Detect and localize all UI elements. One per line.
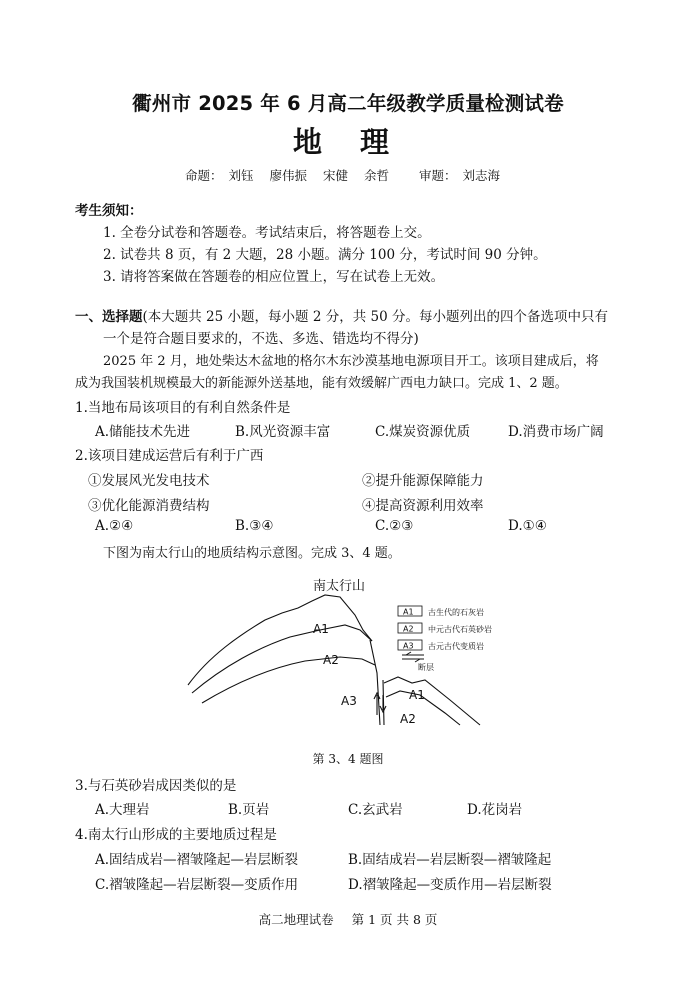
statement: ①发展风光发电技术: [88, 473, 210, 489]
option-a: A.储能技术先进: [95, 424, 191, 440]
figure-intro: 下图为南太行山的地质结构示意图。完成 3、4 题。: [103, 546, 401, 561]
option-c: C.煤炭资源优质: [375, 424, 471, 440]
label-a2-right: A2: [400, 712, 416, 726]
option-b: B.风光资源丰富: [235, 424, 331, 440]
exam-title: 衢州市 2025 年 6 月高二年级教学质量检测试卷: [132, 92, 564, 115]
legend: [398, 606, 492, 672]
figure-caption: 第 3、4 题图: [312, 752, 384, 766]
question-stem: 4.南太行山形成的主要地质过程是: [75, 827, 277, 843]
geologic-cross-section: [180, 575, 520, 750]
author-name: 宋健: [323, 168, 349, 183]
passage-line: 成为我国装机规模最大的新能源外送基地，能有效缓解广西电力缺口。完成 1、2 题。: [75, 376, 568, 391]
question-stem: 3.与石英砂岩成因类似的是: [75, 778, 237, 794]
footer-page: 第 1 页 共 8 页: [351, 912, 438, 927]
notice-item: 2. 试卷共 8 页，有 2 大题，28 小题。满分 100 分，考试时间 90 分钟。: [103, 247, 547, 263]
legend-text: 古生代的石灰岩: [428, 608, 484, 617]
option-c: C.褶皱隆起—岩层断裂—变质作用: [95, 877, 299, 893]
section-intro: [75, 305, 608, 325]
option-b: B.页岩: [228, 802, 270, 818]
notice-heading: 考生须知：: [75, 203, 143, 219]
question-stem: 2.该项目建成运营后有利于广西: [75, 448, 264, 464]
option-d: D.消费市场广阔: [508, 424, 604, 440]
option-b: B.固结成岩—岩层断裂—褶皱隆起: [348, 852, 552, 868]
label-a1: A1: [313, 622, 329, 636]
question-stem: 1.当地布局该项目的有利自然条件是: [75, 400, 291, 416]
footer-paper: 高二地理试卷: [258, 912, 334, 927]
label-a3: A3: [341, 694, 357, 708]
page-footer: [0, 910, 696, 928]
author-name: 余哲: [364, 168, 390, 183]
label-a1-right: A1: [409, 688, 425, 702]
option-b: B.③④: [235, 518, 274, 534]
option-a: A.大理岩: [95, 802, 150, 818]
option-d: D.①④: [508, 518, 547, 534]
section-heading: 一、选择题: [75, 309, 143, 325]
reviewer-name: 刘志海: [462, 168, 501, 183]
reviewer-label: 审题：: [419, 168, 457, 183]
option-a: A.固结成岩—褶皱隆起—岩层断裂: [95, 852, 299, 868]
diagram-title: 南太行山: [313, 579, 366, 594]
legend-code: A2: [403, 624, 414, 634]
statement: ④提高资源利用效率: [362, 498, 484, 514]
authors-line: [185, 166, 512, 184]
section-instructions-2: 一个是符合题目要求的，不选、多选、错选均不得分): [103, 331, 419, 347]
label-a2: A2: [323, 653, 339, 667]
legend-text: 古元古代变质岩: [428, 642, 484, 651]
section-instructions: (本大题共 25 小题，每小题 2 分，共 50 分。每小题列出的四个备选项中只有: [142, 309, 608, 325]
subject-title: 地 理: [292, 125, 404, 159]
option-a: A.②④: [95, 518, 134, 534]
passage-line: 2025 年 2 月，地处柴达木盆地的格尔木东沙漠基地电源项目开工。该项目建成后，将: [103, 354, 599, 369]
notice-item: 1. 全卷分试卷和答题卷。考试结束后，将答题卷上交。: [103, 225, 431, 241]
option-d: D.褶皱隆起—变质作用—岩层断裂: [348, 877, 552, 893]
notice-item: 3. 请将答案做在答题卷的相应位置上，写在试卷上无效。: [103, 269, 445, 285]
author-name: 刘钰: [228, 168, 254, 183]
fault-legend-symbol: [402, 652, 424, 662]
legend-code: A1: [403, 607, 414, 617]
statement: ②提升能源保障能力: [362, 473, 484, 489]
author-name: 廖伟振: [269, 168, 308, 183]
authors-label: 命题：: [185, 168, 223, 183]
legend-code: A3: [403, 641, 414, 651]
option-d: D.花岗岩: [467, 802, 523, 818]
statement: ③优化能源消费结构: [88, 498, 210, 514]
option-c: C.玄武岩: [348, 802, 403, 818]
legend-text: 断层: [418, 663, 434, 672]
option-c: C.②③: [375, 518, 414, 534]
legend-text: 中元古代石英砂岩: [428, 625, 492, 634]
